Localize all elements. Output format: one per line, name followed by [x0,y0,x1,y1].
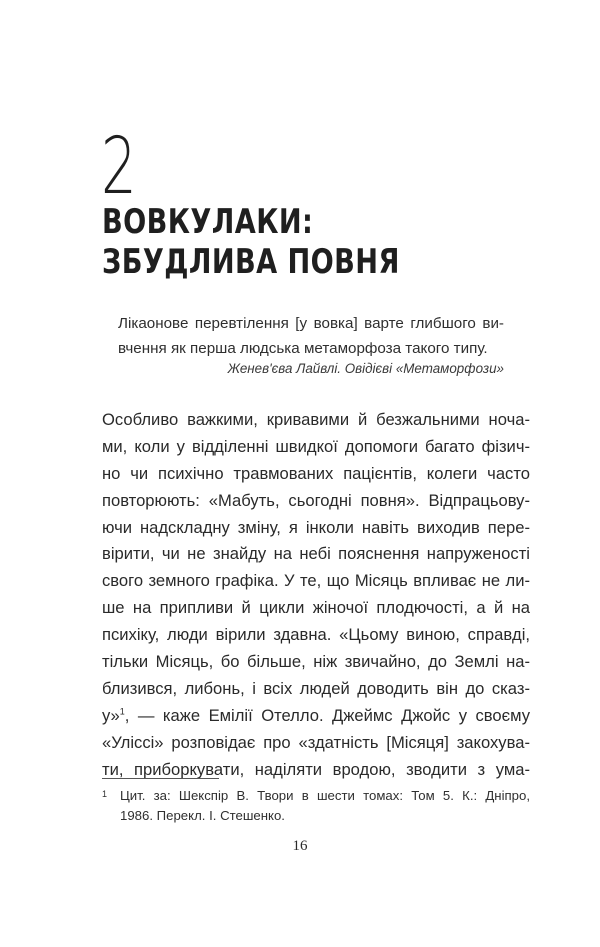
footnote-body [120,786,530,826]
chapter-title-line-2: ЗБУДЛИВА ПОВНЯ [102,242,400,282]
body-line-rest: , — каже Емілії Отелло. Джеймс Джойс у своєму [124,705,530,725]
body-line: вірити, чи не знайду на небі пояснення напруженості [102,544,530,564]
page-number: 16 [292,838,308,854]
body-line-start: у» [102,705,120,725]
body-line: ми, коли у відділенні швидкої допомоги багато фізич- [102,436,530,456]
epigraph [118,311,504,361]
chapter-title-line-1: ВОВКУЛАКИ: [102,202,314,242]
body-line: тільки Місяць, бо більше, ніж звичайно, до Землі на- [102,652,530,672]
chapter-number: 2 [101,122,137,212]
epigraph-line: вчення як перша людська метаморфоза такого типу. [118,340,488,357]
body-line: «Уліссі» розповідає про «здатність [Місяця] закохува- [102,732,530,752]
footnote-rule [102,778,219,779]
footnote [102,786,530,826]
body-line: психіку, люди вірили здавна. «Цьому виною, справді, [102,625,530,645]
body-line: близився, либонь, і всіх людей доводить він до сказ- [102,678,530,698]
body-line: но чи психічно травмованих пацієнтів, колеги часто [102,463,530,483]
footnote-marker: 1 [102,789,108,799]
body-line: повторюють: «Мабуть, сьогодні повня». Відпрацьову- [102,490,530,510]
epigraph-line: Лікаонове перевтілення [у вовка] варте глибшого ви- [118,315,504,332]
body-line: свого земного графіка. У те, що Місяць впливає не ли- [102,571,530,591]
body-line-with-footnote [102,703,530,730]
body-text [102,407,530,783]
footnote-line: Цит. за: Шекспір В. Твори в шести томах: Том 5. К.: Дніпро, [120,788,530,803]
epigraph-source: Женев'єва Лайвлі. Овідієві «Метаморфози» [227,361,504,376]
footnote-line: 1986. Перекл. І. Стешенко. [120,808,285,823]
chapter-title [102,202,438,282]
body-line: ше на припливи й цикли жіночої плодючості, а й на [102,598,530,618]
body-line: Особливо важкими, кривавими й безжальними ноча- [102,410,530,429]
body-line: ючи надскладну зміну, я інколи навіть виходив пере- [102,517,530,537]
body-line: ти, приборкувати, наділяти вродою, зводити з ума- [102,759,530,779]
footnote-reference[interactable]: 1 [119,706,125,717]
